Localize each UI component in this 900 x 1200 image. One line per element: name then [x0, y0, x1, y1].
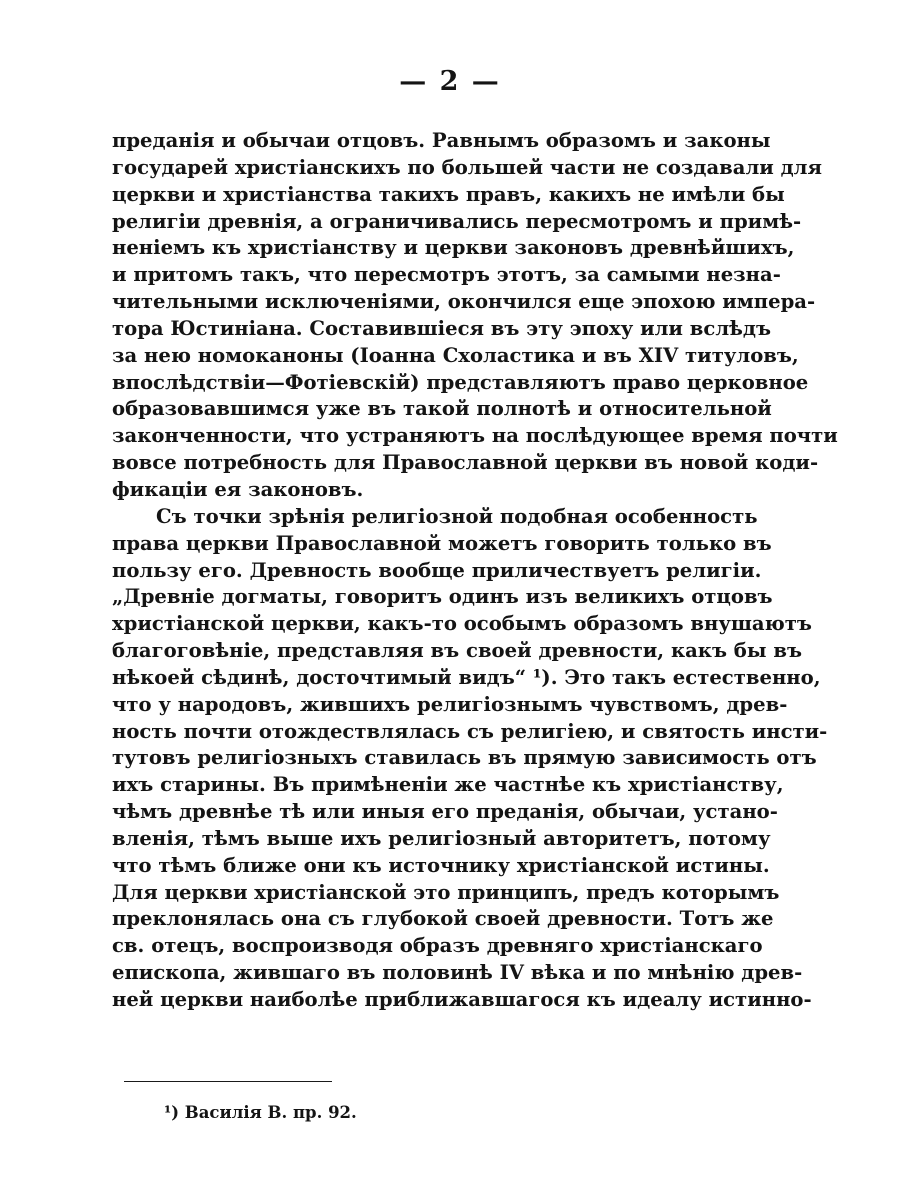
- text-line: законченности, что устраняютъ на послѣдующее время почти: [112, 424, 838, 448]
- text-line: образовавшимся уже въ такой полнотѣ и относительной: [112, 397, 772, 421]
- text-line: что тѣмъ ближе они къ источнику христіанской истины.: [112, 853, 770, 877]
- text-line: „Древніе догматы, говоритъ одинъ изъ великихъ отцовъ: [112, 585, 773, 609]
- text-line: пользу его. Древность вообще приличествуетъ религіи.: [112, 558, 762, 582]
- text-line: тора Юстиніана. Составившіеся въ эту эпоху или вслѣдъ: [112, 316, 772, 340]
- text-line: благоговѣніе, представляя въ своей древности, какъ бы въ: [112, 639, 802, 663]
- text-line: чительными исключеніями, окончился еще эпохою импера-: [112, 290, 816, 314]
- footnote-divider: [124, 1081, 332, 1082]
- text-line: Съ точки зрѣнія религіозной подобная особенность: [156, 504, 758, 528]
- paragraph-2: [112, 504, 828, 1014]
- text-line: фикаціи ея законовъ.: [112, 477, 364, 501]
- text-line: вовсе потребность для Православной церкви въ новой коди-: [112, 451, 819, 475]
- text-line: христіанской церкви, какъ-то особымъ образомъ внушаютъ: [112, 612, 812, 636]
- text-line: ихъ старины. Въ примѣненіи же частнѣе къ христіанству,: [112, 773, 784, 797]
- text-line: и притомъ такъ, что пересмотръ этотъ, за самыми незна-: [112, 263, 781, 287]
- text-line: религіи древнія, а ограничивались пересмотромъ и примѣ-: [112, 209, 802, 233]
- text-line: неніемъ къ христіанству и церкви законовъ древнѣйшихъ,: [112, 236, 795, 260]
- text-line: права церкви Православной можетъ говорить только въ: [112, 531, 772, 555]
- text-line: преклонялась она съ глубокой своей древности. Тотъ же: [112, 907, 774, 931]
- footnote: ¹) Василія В. пр. 92.: [164, 1103, 357, 1122]
- text-line: св. отецъ, воспроизводя образъ древняго христіанскаго: [112, 934, 763, 958]
- text-line: за нею номоканоны (Іоанна Схоластика и въ XIV титуловъ,: [112, 343, 799, 367]
- text-line: впослѣдствіи—Фотіевскій) представляютъ право церковное: [112, 370, 809, 394]
- text-line: тутовъ религіозныхъ ставилась въ прямую зависимость отъ: [112, 746, 817, 770]
- text-line: ней церкви наиболѣе приближавшагося къ идеалу истинно-: [112, 988, 812, 1011]
- text-line: преданія и обычаи отцовъ. Равнымъ образомъ и законы: [112, 129, 771, 152]
- page-number: — 2 —: [399, 66, 501, 97]
- paragraph-1: [112, 128, 838, 504]
- text-line: вленія, тѣмъ выше ихъ религіозный авторитетъ, потому: [112, 826, 771, 850]
- text-line: Для церкви христіанской это принципъ, предъ которымъ: [112, 880, 780, 904]
- text-line: церкви и христіанства такихъ правъ, какихъ не имѣли бы: [112, 182, 785, 206]
- text-line: епископа, жившаго въ половинѣ IV вѣка и по мнѣнію древ-: [112, 961, 803, 985]
- text-line: что у народовъ, жившихъ религіознымъ чувствомъ, древ-: [112, 692, 788, 716]
- text-line: ность почти отождествлялась съ религіею, и святость инсти-: [112, 719, 828, 743]
- text-line: чѣмъ древнѣе тѣ или иныя его преданія, обычаи, устано-: [112, 800, 778, 824]
- text-line: государей христіанскихъ по большей части не создавали для: [112, 155, 822, 179]
- body-text: [112, 128, 838, 1014]
- text-line: нѣкоей сѣдинѣ, досточтимый видъ“ ¹). Это такъ естественно,: [112, 665, 821, 689]
